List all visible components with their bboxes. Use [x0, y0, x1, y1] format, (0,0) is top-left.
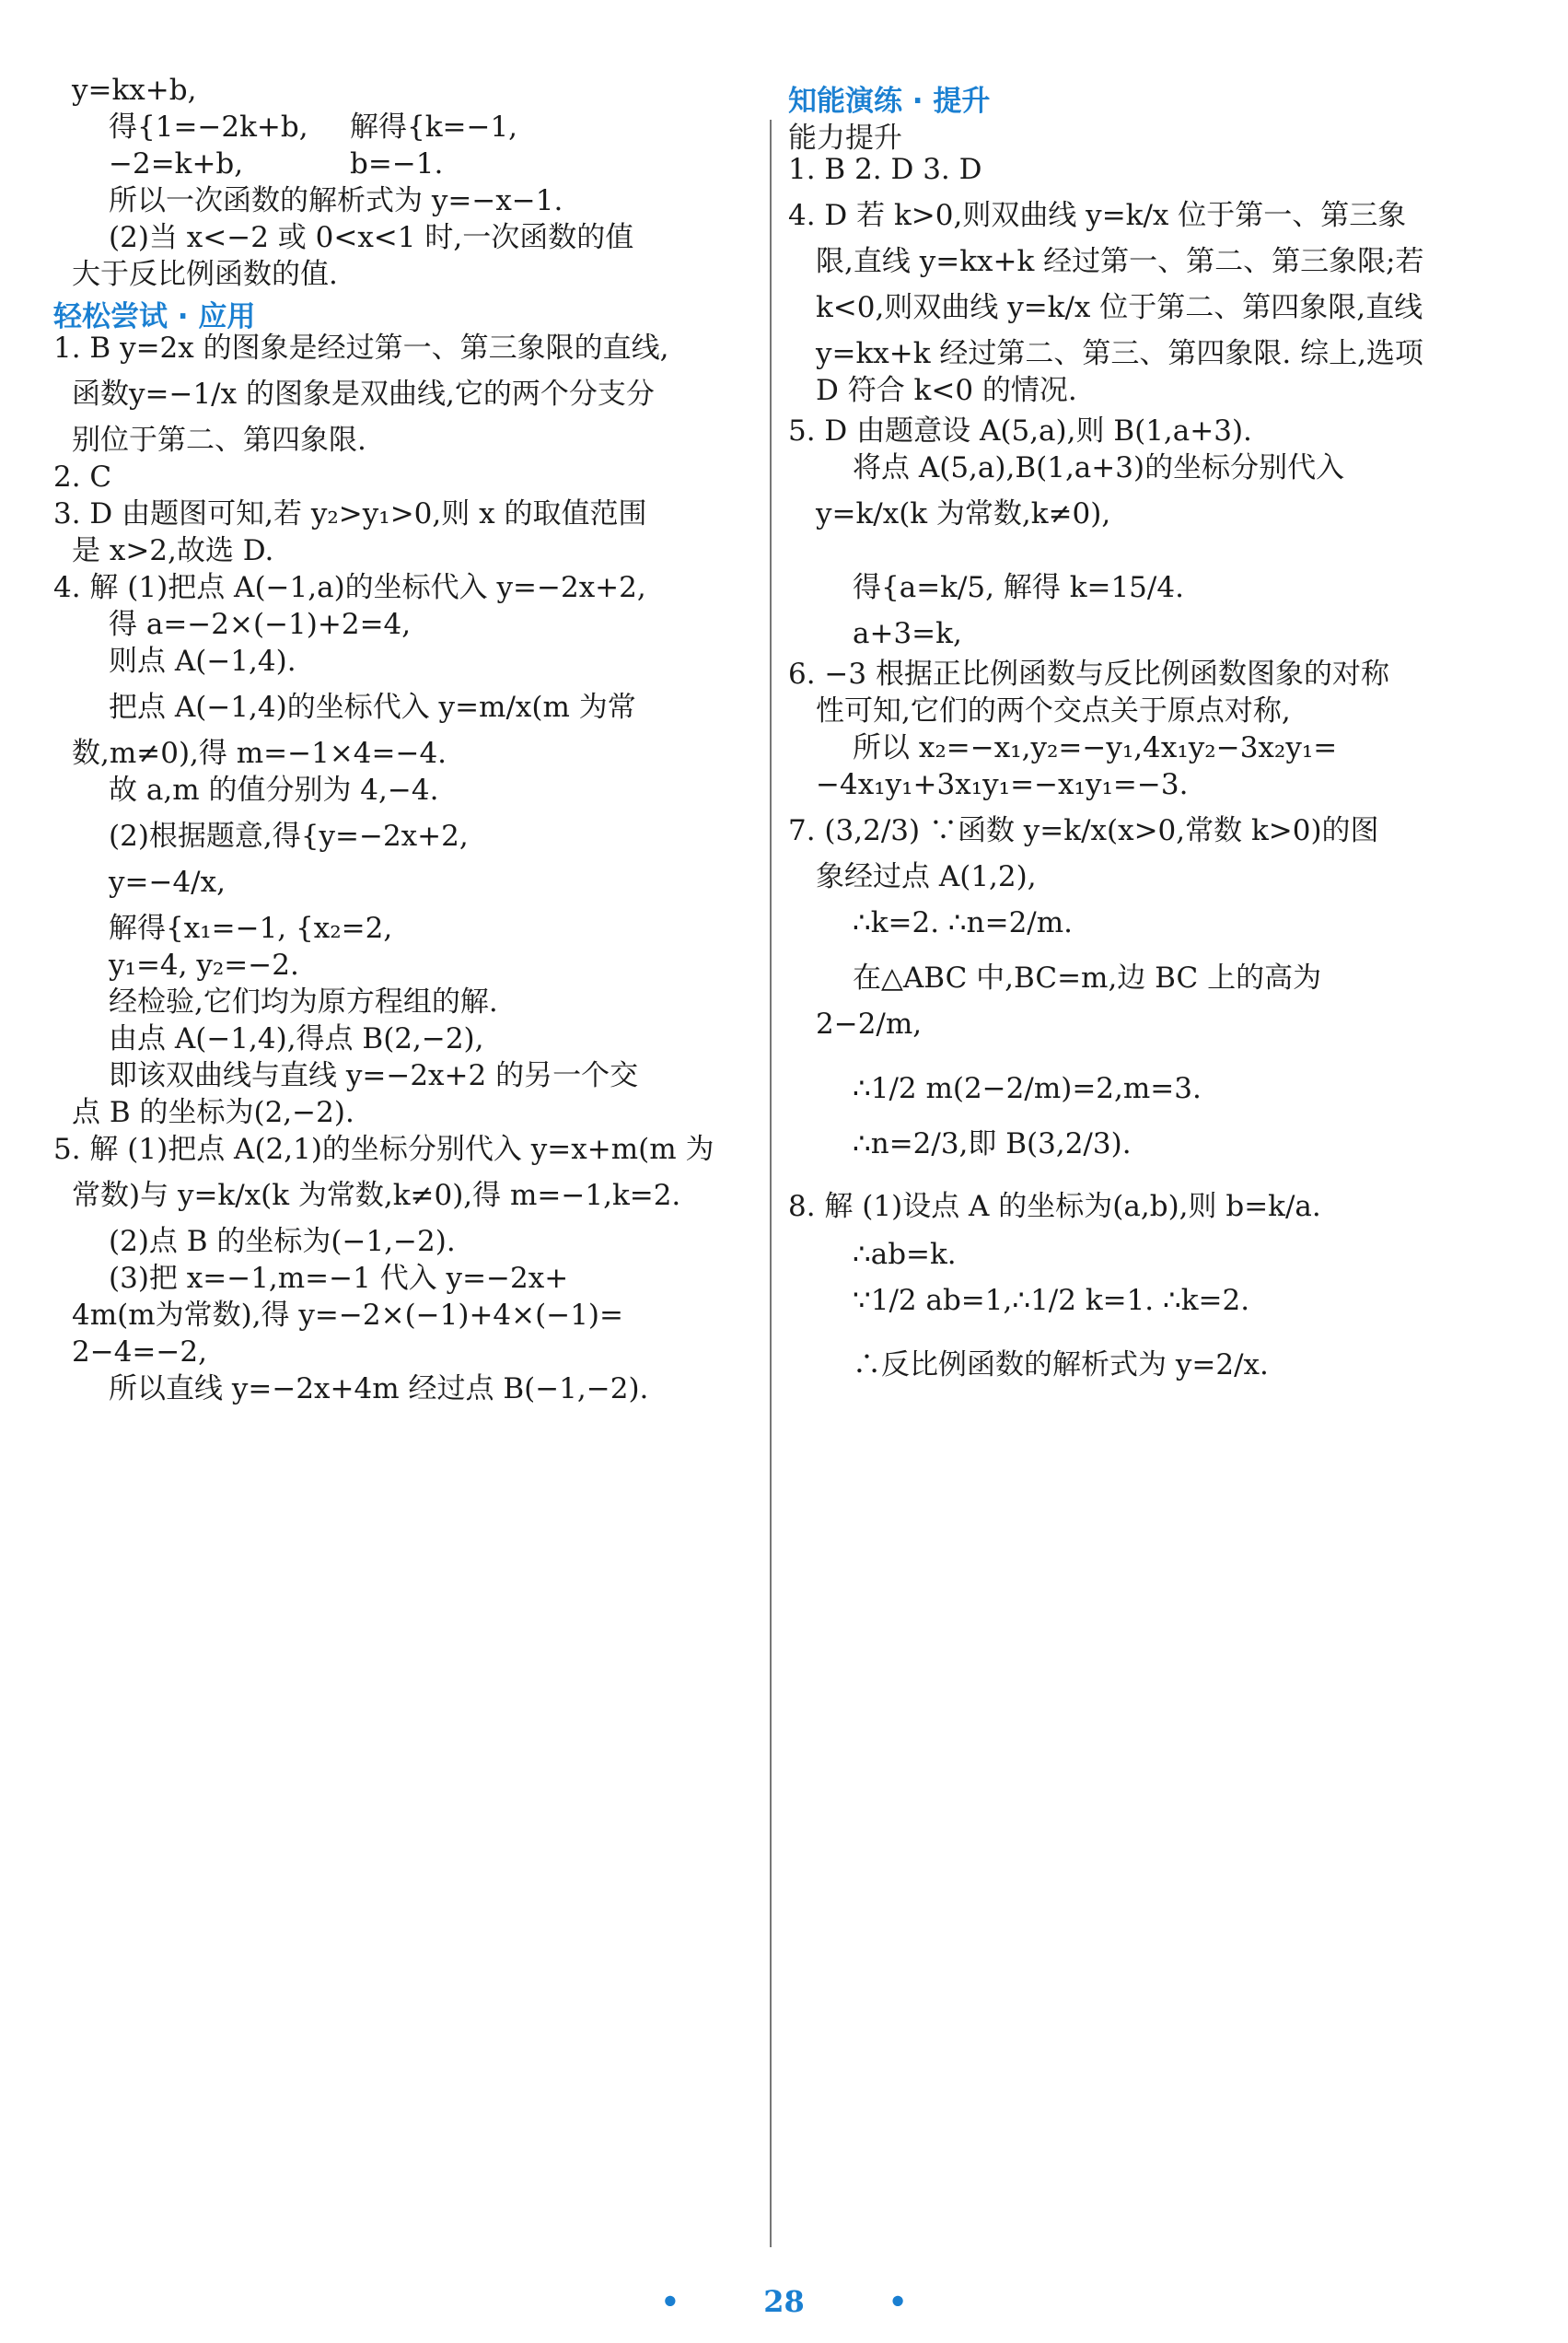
answer-line: 1. B y=2x 的图象是经过第一、第三象限的直线,: [53, 332, 669, 365]
footer-dot: •: [888, 2284, 908, 2319]
answer-line: ∴k=2. ∴n=2/m.: [853, 906, 1073, 939]
subsection-heading: 能力提升: [788, 122, 902, 155]
text-line: y=kx+b,: [72, 74, 197, 107]
answer-line: 得 a=−2×(−1)+2=4,: [109, 608, 412, 641]
answer-line: 6. −3 根据正比例函数与反比例函数图象的对称: [788, 658, 1389, 691]
answer-line: 3. D 由题图可知,若 y₂>y₁>0,则 x 的取值范围: [53, 497, 647, 530]
answer-line: 即该双曲线与直线 y=−2x+2 的另一个交: [109, 1059, 639, 1092]
answer-line: 限,直线 y=kx+k 经过第一、第二、第三象限;若: [816, 245, 1424, 278]
answer-line: 是 x>2,故选 D.: [72, 534, 274, 567]
answer-line: k<0,则双曲线 y=k/x 位于第二、第四象限,直线: [816, 291, 1423, 324]
equation-system: 得{a=k/5, 解得 k=15/4.: [853, 571, 1184, 604]
answer-line: 则点 A(−1,4).: [109, 645, 296, 678]
equation-system: y=−4/x,: [109, 866, 226, 899]
text-line: 大于反比例函数的值.: [72, 258, 338, 291]
answer-line: 5. D 由题意设 A(5,a),则 B(1,a+3).: [788, 414, 1252, 448]
answer-line: 象经过点 A(1,2),: [816, 860, 1037, 893]
answer-line: 所以直线 y=−2x+4m 经过点 B(−1,−2).: [109, 1372, 649, 1405]
answer-line: 由点 A(−1,4),得点 B(2,−2),: [109, 1022, 484, 1055]
equation-system: a+3=k,: [853, 617, 962, 650]
answer-line: ∴ab=k.: [853, 1238, 957, 1271]
answer-line: −4x₁y₁+3x₁y₁=−x₁y₁=−3.: [816, 768, 1189, 801]
text-line: (2)当 x<−2 或 0<x<1 时,一次函数的值: [109, 221, 634, 254]
page-number: 28: [763, 2284, 805, 2319]
answer-line: D 符合 k<0 的情况.: [816, 374, 1077, 407]
answer-line: 5. 解 (1)把点 A(2,1)的坐标分别代入 y=x+m(m 为: [53, 1133, 714, 1166]
answer-line: 8. 解 (1)设点 A 的坐标为(a,b),则 b=k/a.: [788, 1190, 1321, 1223]
answer-line: 别位于第二、第四象限.: [72, 424, 366, 457]
answer-line: y=k/x(k 为常数,k≠0),: [816, 497, 1111, 530]
text-line: 所以一次函数的解析式为 y=−x−1.: [109, 184, 563, 217]
equation-system: 解得{k=−1,: [350, 111, 518, 144]
equation-system: 解得{x₁=−1, {x₂=2,: [109, 912, 393, 945]
answer-line: 将点 A(5,a),B(1,a+3)的坐标分别代入: [853, 451, 1345, 484]
equation-system: −2=k+b,: [109, 147, 244, 181]
answer-line: 4. D 若 k>0,则双曲线 y=k/x 位于第一、第三象: [788, 199, 1407, 232]
answer-line: 2−4=−2,: [72, 1335, 207, 1369]
footer-dot: •: [660, 2284, 680, 2319]
answer-line: 2−2/m,: [816, 1008, 923, 1041]
answer-line: 数,m≠0),得 m=−1×4=−4.: [72, 737, 447, 770]
answer-line: 2. C: [53, 460, 112, 494]
answer-line: 所以 x₂=−x₁,y₂=−y₁,4x₁y₂−3x₂y₁=: [853, 731, 1338, 764]
equation-system: y₁=4, y₂=−2.: [109, 949, 299, 982]
answer-line: 1. B 2. D 3. D: [788, 153, 982, 186]
answer-line: 7. (3,2/3) ∵函数 y=k/x(x>0,常数 k>0)的图: [788, 814, 1379, 847]
answer-line: (3)把 x=−1,m=−1 代入 y=−2x+: [109, 1262, 569, 1295]
answer-line: ∴n=2/3,即 B(3,2/3).: [853, 1127, 1132, 1160]
answer-line: ∴1/2 m(2−2/m)=2,m=3.: [853, 1072, 1202, 1105]
answer-line: ∵1/2 ab=1,∴1/2 k=1. ∴k=2.: [853, 1284, 1250, 1317]
answer-line: 函数y=−1/x 的图象是双曲线,它的两个分支分: [72, 378, 655, 411]
answer-line: 经检验,它们均为原方程组的解.: [109, 985, 498, 1019]
answer-line: 点 B 的坐标为(2,−2).: [72, 1096, 354, 1129]
answer-line: 在△ABC 中,BC=m,边 BC 上的高为: [853, 962, 1322, 995]
column-divider: [770, 120, 772, 2247]
page-footer: [0, 2284, 1568, 2319]
section-heading: 轻松尝试 · 应用: [53, 300, 256, 333]
answer-line: 性可知,它们的两个交点关于原点对称,: [816, 694, 1291, 728]
answer-line: 故 a,m 的值分别为 4,−4.: [109, 774, 439, 807]
answer-line: 常数)与 y=k/x(k 为常数,k≠0),得 m=−1,k=2.: [72, 1179, 681, 1212]
equation-system: 得{1=−2k+b,: [109, 111, 308, 144]
equation-system: b=−1.: [350, 147, 444, 181]
answer-line: ∴反比例函数的解析式为 y=2/x.: [853, 1348, 1269, 1381]
section-heading: 知能演练 · 提升: [788, 85, 991, 118]
equation-system: (2)根据题意,得{y=−2x+2,: [109, 820, 469, 853]
answer-line: 4. 解 (1)把点 A(−1,a)的坐标代入 y=−2x+2,: [53, 571, 646, 604]
answer-line: 把点 A(−1,4)的坐标代入 y=m/x(m 为常: [109, 691, 636, 724]
answer-line: 4m(m为常数),得 y=−2×(−1)+4×(−1)=: [72, 1299, 623, 1332]
answer-line: y=kx+k 经过第二、第三、第四象限. 综上,选项: [816, 337, 1423, 370]
answer-line: (2)点 B 的坐标为(−1,−2).: [109, 1225, 456, 1258]
